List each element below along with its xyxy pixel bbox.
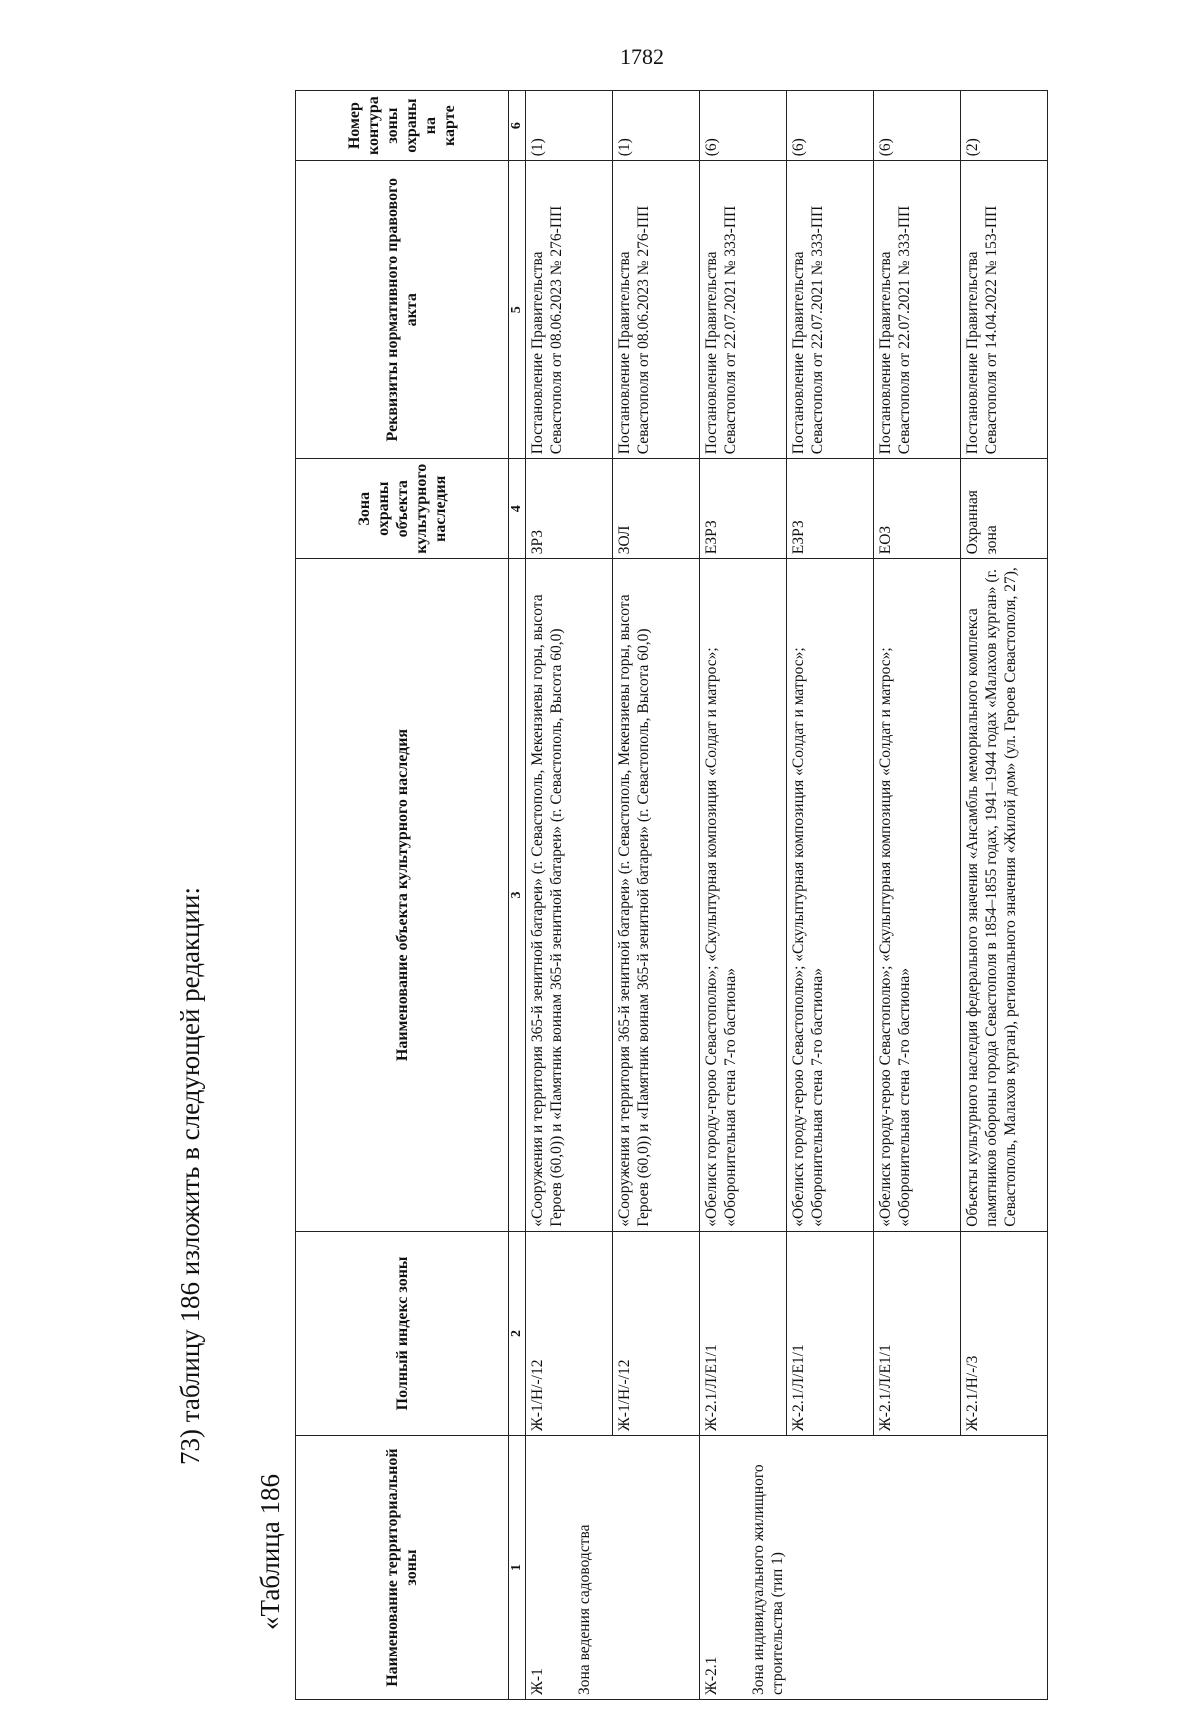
- legal-act: Постановление Правительства Севастополя от 22.07.2021 № 333-ПП: [787, 161, 874, 459]
- territorial-zone-cell: [526, 1436, 700, 1700]
- header-zone-index: Полный индекс зоны: [296, 1231, 509, 1435]
- column-number: 6: [509, 91, 526, 161]
- header-object-name: Наименование объекта культурного наследия: [296, 559, 509, 1232]
- column-number: 4: [509, 459, 526, 559]
- contour-number: (2): [961, 91, 1048, 161]
- table-row: [700, 91, 787, 1700]
- intro-text: [170, 140, 290, 1700]
- zone-index: Ж-1/Н/-/12: [526, 1231, 613, 1435]
- zone-name: Зона ведения садоводства: [576, 1524, 593, 1695]
- zone-code: Ж-2.1: [703, 1656, 720, 1695]
- zone-code: Ж-1: [529, 1668, 546, 1695]
- heritage-object: «Обелиск городу-герою Севастополю»; «Скульптурная композиция «Солдат и матрос»; «Оборонительная стена 7-го бастиона»: [787, 559, 874, 1232]
- contour-number: (6): [700, 91, 787, 161]
- protection-zone: ЗОЛ: [613, 459, 700, 559]
- zone-index: Ж-2.1/Л/Е1/1: [787, 1231, 874, 1435]
- table-header-row: [296, 91, 509, 1700]
- legal-act: Постановление Правительства Севастополя от 22.07.2021 № 333-ПП: [700, 161, 787, 459]
- zone-index: Ж-2.1/Л/Е1/1: [874, 1231, 961, 1435]
- legal-act: Постановление Правительства Севастополя от 08.06.2023 № 276-ПП: [613, 161, 700, 459]
- contour-number: (6): [874, 91, 961, 161]
- zone-index: Ж-2.1/Л/Е1/1: [700, 1231, 787, 1435]
- header-contour-number: Номер контура зоны охраны на карте: [296, 91, 509, 161]
- protection-zone: ЕОЗ: [874, 459, 961, 559]
- heritage-object: «Обелиск городу-герою Севастополю»; «Скульптурная композиция «Солдат и матрос»; «Оборонительная стена 7-го бастиона»: [700, 559, 787, 1232]
- column-number: 1: [509, 1436, 526, 1700]
- table-caption: «Таблица 186: [255, 1474, 285, 1630]
- heritage-object: «Обелиск городу-герою Севастополю»; «Скульптурная композиция «Солдат и матрос»; «Оборонительная стена 7-го бастиона»: [874, 559, 961, 1232]
- contour-number: (1): [526, 91, 613, 161]
- page-number: 1782: [620, 44, 664, 69]
- legal-act: Постановление Правительства Севастополя от 22.07.2021 № 333-ПП: [874, 161, 961, 459]
- header-protection-zone: Зона охраны объекта культурного наследия: [296, 459, 509, 559]
- protection-zone: ЗРЗ: [526, 459, 613, 559]
- heritage-object: Объекты культурного наследия федерального значения «Ансамбль мемориального комплекса памятников обороны города Севастополя в 1854–1855 годах, 1941–1944 годах «Малахов курган» (г. Севастополь, Малахов курган), регионального значения «Жилой дом» (ул. Героев Севастополя, 27),: [961, 559, 1048, 1232]
- legal-act: Постановление Правительства Севастополя от 08.06.2023 № 276-ПП: [526, 161, 613, 459]
- territorial-zone-cell: [700, 1436, 1048, 1700]
- heritage-object: «Сооружения и территория 365-й зенитной батареи» (г. Севастополь, Мекензиевы горы, высота Героев (60,0)) и «Памятник воинам 365-й зенитной батареи» (г. Севастополь, Высота 60,0): [613, 559, 700, 1232]
- header-zone-name: Наименование территориальной зоны: [296, 1436, 509, 1700]
- contour-number: (1): [613, 91, 700, 161]
- column-number: 3: [509, 559, 526, 1232]
- zones-table: [295, 90, 1048, 1700]
- zone-name: Зона индивидуального жилищного строительства (тип 1): [750, 1464, 786, 1695]
- header-legal-act: Реквизиты нормативного правового акта: [296, 161, 509, 459]
- protection-zone: ЕЗРЗ: [787, 459, 874, 559]
- table-row: [526, 91, 613, 1700]
- legal-act: Постановление Правительства Севастополя от 14.04.2022 № 153-ПП: [961, 161, 1048, 459]
- column-number-row: [509, 91, 526, 1700]
- zone-index: Ж-1/Н/-/12: [613, 1231, 700, 1435]
- protection-zone: ЕЗРЗ: [700, 459, 787, 559]
- column-number: 5: [509, 161, 526, 459]
- zone-index: Ж-2.1/Н/-/3: [961, 1231, 1048, 1435]
- contour-number: (6): [787, 91, 874, 161]
- protection-zone: Охранная зона: [961, 459, 1048, 559]
- rotated-content: [170, 90, 1130, 1700]
- amendment-instruction: 73) таблицу 186 изложить в следующей редакции:: [175, 887, 205, 1465]
- column-number: 2: [509, 1231, 526, 1435]
- heritage-object: «Сооружения и территория 365-й зенитной батареи» (г. Севастополь, Мекензиевы горы, высота Героев (60,0)) и «Памятник воинам 365-й зенитной батареи» (г. Севастополь, Высота 60,0): [526, 559, 613, 1232]
